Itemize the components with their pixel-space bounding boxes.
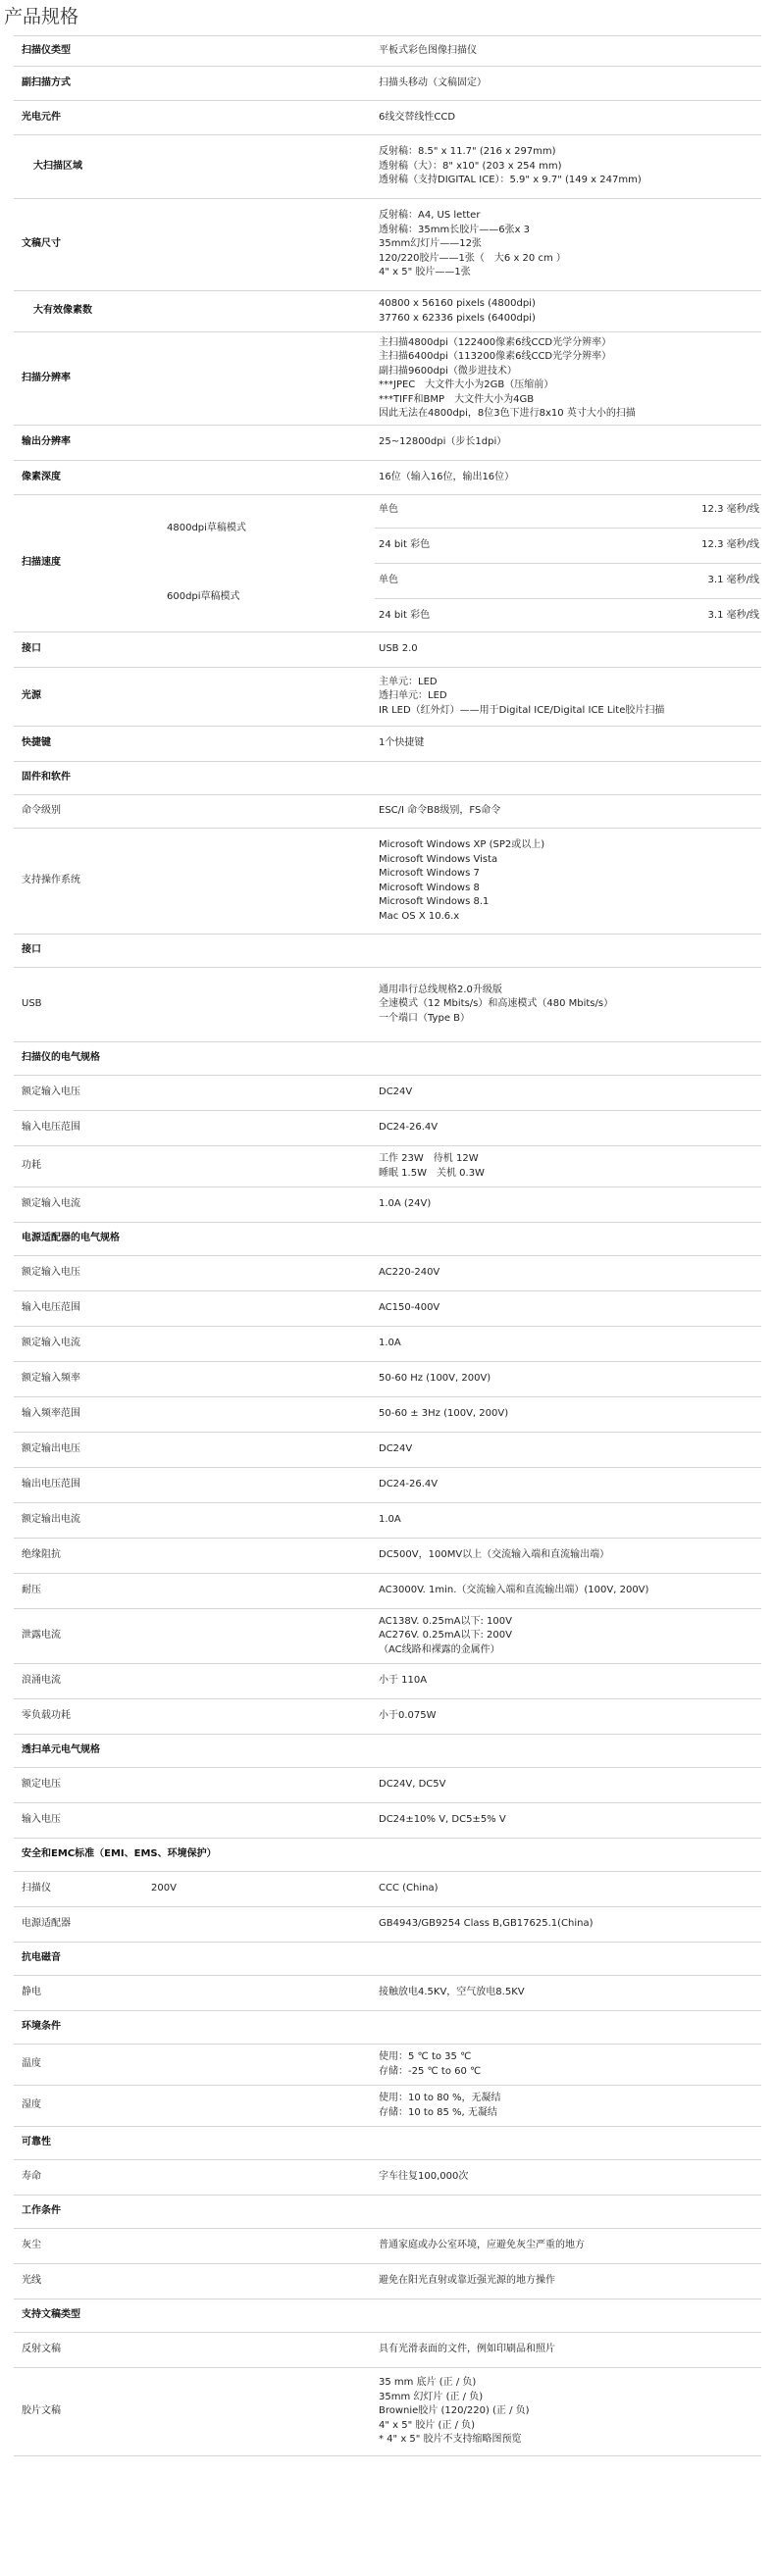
spec-value: 40800 x 56160 pixels (4800dpi) 37760 x 62336 pixels (6400dpi) bbox=[379, 298, 536, 324]
spec-section-header bbox=[14, 2011, 761, 2045]
spec-label: 支持操作系统 bbox=[22, 875, 80, 886]
spec-row bbox=[14, 1699, 761, 1735]
spec-row bbox=[14, 2086, 761, 2127]
spec-label: 额定输出电流 bbox=[22, 1514, 80, 1526]
speed-value: 12.3 毫秒/线 bbox=[701, 539, 759, 551]
speed-sub-row bbox=[375, 529, 761, 564]
spec-label: 副扫描方式 bbox=[22, 76, 71, 88]
spec-row bbox=[14, 727, 761, 762]
speed-color-mode: 单色 bbox=[379, 575, 398, 586]
spec-label: 零负载功耗 bbox=[22, 1710, 71, 1722]
spec-row bbox=[14, 2045, 761, 2086]
spec-value: DC24V, DC5V bbox=[379, 1779, 446, 1791]
spec-value: 使用：5 ℃ to 35 ℃ 存储：-25 ℃ to 60 ℃ bbox=[379, 2051, 482, 2077]
spec-label: 文稿尺寸 bbox=[22, 238, 61, 250]
spec-row bbox=[14, 795, 761, 829]
spec-value: 1个快捷键 bbox=[379, 737, 425, 749]
speed-value: 12.3 毫秒/线 bbox=[701, 504, 759, 516]
spec-label: 可靠性 bbox=[22, 2137, 51, 2148]
spec-row bbox=[14, 1872, 761, 1907]
spec-row bbox=[14, 1076, 761, 1111]
spec-rows-bottom bbox=[14, 632, 761, 2456]
spec-section-header bbox=[14, 2299, 761, 2333]
spec-row bbox=[14, 35, 761, 67]
spec-label: 电源适配器的电气规格 bbox=[22, 1233, 120, 1244]
spec-label: 额定输入电压 bbox=[22, 1267, 80, 1279]
spec-value: AC150-400V bbox=[379, 1302, 440, 1314]
spec-label: 静电 bbox=[22, 1987, 41, 1998]
spec-row bbox=[14, 1664, 761, 1699]
spec-row bbox=[14, 632, 761, 668]
spec-value: 小于 110A bbox=[379, 1675, 428, 1687]
speed-color-mode: 单色 bbox=[379, 504, 398, 516]
spec-row bbox=[14, 1111, 761, 1146]
spec-label: 扫描分辨率 bbox=[22, 372, 71, 383]
spec-label: 接口 bbox=[22, 944, 41, 956]
spec-label: 额定电压 bbox=[22, 1779, 61, 1791]
spec-value: DC24V bbox=[379, 1086, 413, 1098]
spec-value: 50-60 Hz (100V, 200V) bbox=[379, 1373, 491, 1385]
spec-label: 光源 bbox=[22, 690, 41, 702]
spec-value: 具有光滑表面的文件，例如印刷品和照片 bbox=[379, 2344, 555, 2355]
spec-value: 16位（输入16位，输出16位） bbox=[379, 471, 515, 482]
spec-row bbox=[14, 1433, 761, 1468]
spec-label: 额定输入电压 bbox=[22, 1086, 80, 1098]
spec-value: DC24±10% V, DC5±5% V bbox=[379, 1814, 506, 1826]
spec-label: 额定输出电压 bbox=[22, 1443, 80, 1455]
spec-row bbox=[14, 332, 761, 426]
spec-label: 灰尘 bbox=[22, 2240, 41, 2251]
speed-values bbox=[375, 493, 761, 633]
spec-label: 透扫单元电气规格 bbox=[22, 1744, 100, 1756]
spec-section-header bbox=[14, 2196, 761, 2229]
spec-value: 6线交替线性CCD bbox=[379, 111, 456, 123]
spec-row bbox=[14, 1362, 761, 1397]
spec-value: 平板式彩色图像扫描仪 bbox=[379, 44, 477, 56]
spec-section-header bbox=[14, 762, 761, 795]
spec-value: 接触放电4.5KV，空气放电8.5KV bbox=[379, 1987, 525, 1998]
spec-row bbox=[14, 1907, 761, 1943]
spec-section-header bbox=[14, 934, 761, 968]
spec-label: 固件和软件 bbox=[22, 772, 71, 783]
spec-label: 输出分辨率 bbox=[22, 436, 71, 448]
spec-value: AC3000V. 1min.（交流输入端和直流输出端）(100V, 200V) bbox=[379, 1585, 649, 1596]
spec-row bbox=[14, 1291, 761, 1327]
spec-label: 浪涌电流 bbox=[22, 1675, 61, 1687]
spec-value: USB 2.0 bbox=[379, 643, 418, 655]
spec-value: AC220-240V bbox=[379, 1267, 440, 1279]
spec-value: Microsoft Windows XP (SP2或以上) Microsoft Windows Vista Microsoft Windows 7 Microsoft Windows 8 Microsoft Windows 8.1 Mac OS X 10.6.x bbox=[379, 839, 545, 922]
spec-row bbox=[14, 2368, 761, 2456]
spec-label: 光线 bbox=[22, 2275, 41, 2287]
spec-row bbox=[14, 1976, 761, 2011]
spec-row bbox=[14, 1609, 761, 1664]
spec-value: 普通家庭或办公室环境，应避免灰尘严重的地方 bbox=[379, 2240, 585, 2251]
spec-label: 抗电磁音 bbox=[22, 1952, 61, 1964]
spec-row bbox=[14, 668, 761, 727]
spec-rows-top bbox=[14, 35, 761, 495]
spec-label: 湿度 bbox=[22, 2099, 41, 2111]
spec-label: 额定输入电流 bbox=[22, 1198, 80, 1210]
spec-value: 反射稿：8.5" x 11.7" (216 x 297mm) 透射稿（大）：8" x10" (203 x 254 mm) 透射稿（支持DIGITAL ICE）：5.9" x 9.7" (149 x 247mm) bbox=[379, 146, 642, 186]
spec-row bbox=[14, 2333, 761, 2368]
spec-row bbox=[14, 968, 761, 1042]
spec-row bbox=[14, 135, 761, 199]
spec-label: 输入电压范围 bbox=[22, 1122, 80, 1134]
spec-label: 安全和EMC标准（EMI、EMS、环境保护） bbox=[22, 1848, 217, 1860]
speed-sub-row bbox=[375, 493, 761, 529]
spec-label: 额定输入频率 bbox=[22, 1373, 80, 1385]
spec-value: 35 mm 底片 (正 / 负) 35mm 幻灯片 (正 / 负) Brownie胶片 (120/220) (正 / 负) 4" x 5" 胶片 (正 / 负) * 4" x 5" 胶片不支持缩略图预览 bbox=[379, 2377, 530, 2446]
spec-label: 耐压 bbox=[22, 1585, 41, 1596]
spec-label: 额定输入电流 bbox=[22, 1338, 80, 1349]
spec-section-header bbox=[14, 1042, 761, 1076]
spec-label: USB bbox=[22, 998, 42, 1010]
spec-row bbox=[14, 426, 761, 461]
spec-value: 工作 23W 待机 12W 睡眠 1.5W 关机 0.3W bbox=[379, 1153, 485, 1179]
spec-label: 工作条件 bbox=[22, 2205, 61, 2217]
spec-value: 50-60 ± 3Hz (100V, 200V) bbox=[379, 1408, 509, 1420]
spec-value: 小于0.075W bbox=[379, 1710, 437, 1722]
spec-row bbox=[14, 67, 761, 101]
spec-row-scan-speed bbox=[14, 495, 761, 632]
spec-label: 输入频率范围 bbox=[22, 1408, 80, 1420]
spec-value: 字车往复100,000次 bbox=[379, 2171, 469, 2183]
speed-sub-row bbox=[375, 599, 761, 633]
spec-label: 扫描仪类型 bbox=[22, 44, 71, 56]
spec-label: 大有效像素数 bbox=[33, 305, 92, 317]
spec-row bbox=[14, 1574, 761, 1609]
spec-row bbox=[14, 829, 761, 934]
spec-label: 输出电压范围 bbox=[22, 1479, 80, 1490]
spec-value: DC24V bbox=[379, 1443, 413, 1455]
spec-row bbox=[14, 1146, 761, 1187]
spec-section-header bbox=[14, 2127, 761, 2160]
spec-row bbox=[14, 199, 761, 291]
spec-value: 1.0A bbox=[379, 1338, 401, 1349]
spec-value: AC138V. 0.25mA以下: 100V AC276V. 0.25mA以下: 200V （AC线路和裸露的金属件） bbox=[379, 1615, 512, 1655]
spec-value: 1.0A bbox=[379, 1514, 401, 1526]
spec-label: 光电元件 bbox=[22, 111, 61, 123]
spec-label: 命令级别 bbox=[22, 805, 61, 817]
speed-color-mode: 24 bit 彩色 bbox=[379, 539, 431, 551]
spec-row bbox=[14, 2160, 761, 2196]
spec-label: 温度 bbox=[22, 2058, 41, 2070]
spec-label: 胶片文稿 bbox=[22, 2405, 61, 2417]
speed-value: 3.1 毫秒/线 bbox=[707, 575, 759, 586]
spec-table bbox=[14, 35, 761, 2456]
spec-value: 1.0A (24V) bbox=[379, 1198, 432, 1210]
spec-label: 电源适配器 bbox=[22, 1918, 71, 1930]
spec-row bbox=[14, 461, 761, 495]
spec-section-header bbox=[14, 1943, 761, 1976]
spec-section-header bbox=[14, 1839, 761, 1872]
spec-row bbox=[14, 1397, 761, 1433]
spec-row bbox=[14, 101, 761, 135]
spec-row bbox=[14, 2229, 761, 2264]
spec-label: 绝缘阻抗 bbox=[22, 1549, 61, 1561]
spec-row bbox=[14, 1327, 761, 1362]
spec-row bbox=[14, 291, 761, 332]
spec-label: 接口 bbox=[22, 643, 41, 655]
spec-label: 扫描仪 bbox=[22, 1883, 51, 1894]
spec-row bbox=[14, 2264, 761, 2299]
spec-sub-label: 200V bbox=[151, 1883, 177, 1894]
spec-row bbox=[14, 1539, 761, 1574]
spec-value: CCC (China) bbox=[379, 1883, 439, 1894]
spec-label: 像素深度 bbox=[22, 471, 61, 482]
spec-value: 反射稿：A4, US letter 透射稿：35mm长胶片——6张x 3 35mm幻灯片——12张 120/220胶片——1张（ 大6 x 20 cm ） 4" x 5" 胶片——1张 bbox=[379, 210, 566, 278]
spec-label: 输入电压范围 bbox=[22, 1302, 80, 1314]
spec-value: DC24-26.4V bbox=[379, 1122, 439, 1134]
spec-value: DC500V，100MV以上（交流输入端和直流输出端） bbox=[379, 1549, 610, 1561]
spec-value: 使用：10 to 80 %，无凝结 存储：10 to 85 %, 无凝结 bbox=[379, 2093, 501, 2118]
spec-row bbox=[14, 1468, 761, 1503]
spec-label: 功耗 bbox=[22, 1160, 41, 1172]
speed-value: 3.1 毫秒/线 bbox=[707, 610, 759, 622]
spec-value: 扫描头移动（文稿固定） bbox=[379, 76, 487, 88]
spec-row bbox=[14, 1256, 761, 1291]
spec-value: 通用串行总线规格2.0升级版 全速模式（12 Mbits/s）和高速模式（480 Mbits/s） 一个端口（Type B） bbox=[379, 984, 614, 1024]
spec-label: 支持文稿类型 bbox=[22, 2309, 80, 2321]
spec-label: 扫描仪的电气规格 bbox=[22, 1052, 100, 1064]
spec-row bbox=[14, 1503, 761, 1539]
spec-value: 避免在阳光直射或靠近强光源的地方操作 bbox=[379, 2275, 555, 2287]
spec-section-header bbox=[14, 1735, 761, 1768]
speed-color-mode: 24 bit 彩色 bbox=[379, 610, 431, 622]
spec-label: 快捷键 bbox=[22, 737, 51, 749]
spec-value: 主单元：LED 透扫单元：LED IR LED（红外灯）——用于Digital ICE/Digital ICE Lite胶片扫描 bbox=[379, 676, 665, 716]
spec-value: DC24-26.4V bbox=[379, 1479, 439, 1490]
spec-row bbox=[14, 1768, 761, 1803]
spec-section-header bbox=[14, 1223, 761, 1256]
spec-label: 寿命 bbox=[22, 2171, 41, 2183]
page-title: 产品规格 bbox=[4, 6, 79, 27]
speed-mode-4800: 4800dpi草稿模式 bbox=[167, 523, 246, 534]
speed-modes bbox=[151, 495, 375, 632]
spec-label: 输入电压 bbox=[22, 1814, 61, 1826]
spec-value: 25~12800dpi（步长1dpi） bbox=[379, 436, 507, 448]
spec-label: 泄露电流 bbox=[22, 1630, 61, 1642]
spec-label: 扫描速度 bbox=[22, 557, 61, 569]
spec-row bbox=[14, 1187, 761, 1223]
speed-mode-600: 600dpi草稿模式 bbox=[167, 591, 240, 603]
spec-value: 主扫描4800dpi（122400像素6线CCD光学分辨率） 主扫描6400dpi（113200像素6线CCD光学分辨率） 副扫描9600dpi（微步进技术） ***JPEC 大文件大小为2GB（压缩前） ***TIFF和BMP 大文件大小为4GB 因此无法在4800dpi，8位3色下进行8x10 英寸大小的扫描 bbox=[379, 336, 636, 419]
spec-label: 环境条件 bbox=[22, 2021, 61, 2033]
spec-label: 反射文稿 bbox=[22, 2344, 61, 2355]
speed-sub-row bbox=[375, 564, 761, 599]
spec-label: 大扫描区域 bbox=[33, 160, 82, 172]
spec-value: GB4943/GB9254 Class B,GB17625.1(China) bbox=[379, 1918, 594, 1930]
spec-row bbox=[14, 1803, 761, 1839]
spec-value: ESC/I 命令B8级别，FS命令 bbox=[379, 805, 501, 817]
